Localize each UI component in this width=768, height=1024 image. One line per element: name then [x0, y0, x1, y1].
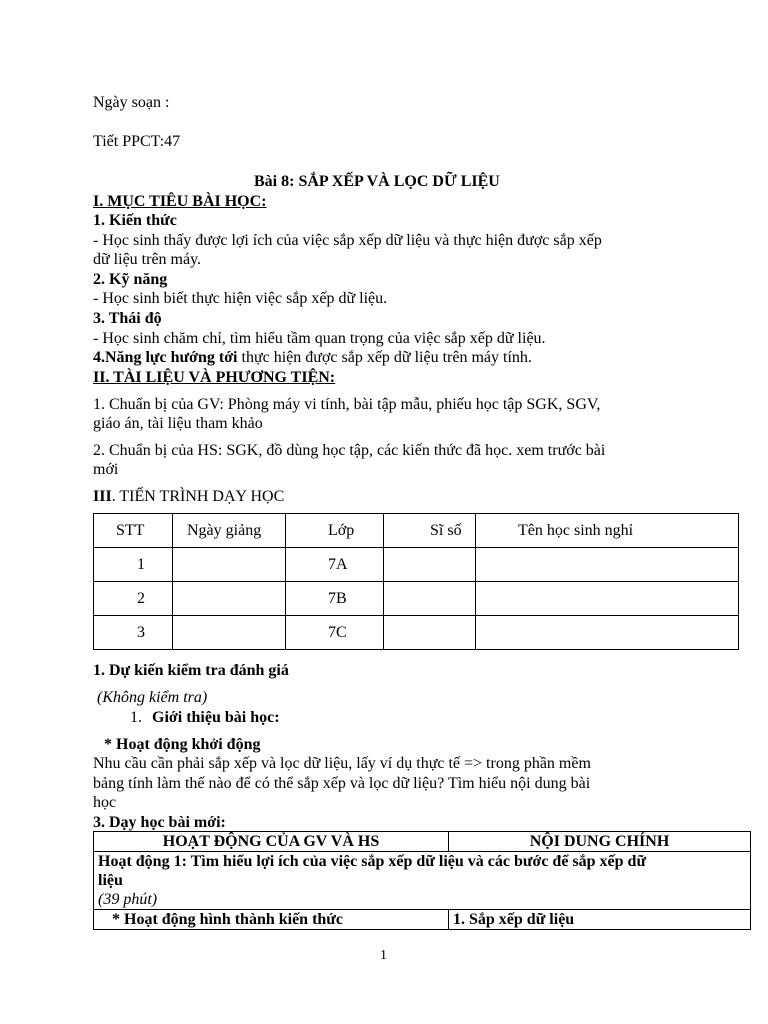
cell-ngay-giang [173, 616, 286, 650]
table-row [94, 548, 739, 582]
section3-heading-num: III [93, 488, 112, 505]
ky-nang-text: - Học sinh biết thực hiện việc sắp xếp dữ liệu. [93, 290, 388, 307]
cell-si-so [384, 548, 476, 582]
header-hoat-dong: HOẠT ĐỘNG CỦA GV VÀ HS [94, 832, 449, 852]
cell-lop: 7C [286, 616, 384, 650]
header-lop: Lớp [286, 514, 384, 548]
cell-stt: 2 [94, 582, 173, 616]
cell-ngay-giang [173, 582, 286, 616]
section1-heading: I. MỤC TIÊU BÀI HỌC: [93, 193, 267, 210]
kien-thuc-title: 1. Kiến thức [93, 212, 177, 229]
ky-nang-title: 2. Kỹ năng [93, 271, 168, 288]
cell-si-so [384, 616, 476, 650]
table-row [94, 616, 739, 650]
activity-table [93, 831, 751, 930]
section3-heading-text: . TIẾN TRÌNH DẠY HỌC [111, 488, 285, 505]
activity1-time: (39 phút) [98, 891, 158, 908]
activity-right-cell: 1. Sắp xếp dữ liệu [449, 910, 751, 930]
header-si-so: Sĩ số [384, 514, 476, 548]
section2-heading: II. TÀI LIỆU VÀ PHƯƠNG TIỆN: [93, 369, 336, 386]
section3-heading [93, 487, 284, 506]
intro-title: Giới thiệu bài học: [152, 709, 280, 726]
cell-lop: 7A [286, 548, 384, 582]
activity1-cell [94, 852, 751, 910]
kien-thuc-line2: dữ liệu trên máy. [93, 251, 202, 268]
gv-prep-line1: 1. Chuẩn bị của GV: Phòng máy vi tính, bài tập mẫu, phiếu học tập SGK, SGV, [93, 396, 601, 413]
hs-prep-line2: mới [93, 461, 119, 478]
assessment-title: 1. Dự kiến kiểm tra đánh giá [93, 662, 289, 679]
cell-ten-hoc-sinh-nghi [476, 582, 739, 616]
cell-stt: 1 [94, 548, 173, 582]
header-stt: STT [94, 514, 173, 548]
kien-thuc-line1: - Học sinh thấy được lợi ích của việc sắp xếp dữ liệu và thực hiện được sắp xếp [93, 232, 602, 249]
cell-lop: 7B [286, 582, 384, 616]
nang-luc-text: thực hiện được sắp xếp dữ liệu trên máy tính. [237, 349, 532, 366]
activity-content-row [94, 910, 751, 930]
lesson-title: Bài 8: SẮP XẾP VÀ LỌC DỮ LIỆU [254, 173, 500, 190]
header-noi-dung: NỘI DUNG CHÍNH [449, 832, 751, 852]
nang-luc-line [93, 348, 532, 367]
table-header-row [94, 514, 739, 548]
gv-prep-line2: giáo án, tài liệu tham khảo [93, 415, 263, 432]
thai-do-title: 3. Thái độ [93, 310, 162, 327]
table-row [94, 582, 739, 616]
cell-ngay-giang [173, 548, 286, 582]
activity-left-cell: * Hoạt động hình thành kiến thức [94, 910, 449, 930]
hs-prep-line1: 2. Chuẩn bị của HS: SGK, đồ dùng học tập, các kiến thức đã học. xem trước bài [93, 442, 606, 459]
ngay-soan: Ngày soạn : [93, 94, 170, 111]
activity-header-row [94, 832, 751, 852]
cell-ten-hoc-sinh-nghi [476, 616, 739, 650]
assessment-note: (Không kiểm tra) [97, 689, 208, 706]
warmup-line2: bảng tính làm thế nào để có thể sắp xếp và lọc dữ liệu? Tìm hiểu nội dung bài [93, 775, 591, 792]
header-ngay-giang: Ngày giảng [173, 514, 286, 548]
warmup-line3: học [93, 794, 117, 811]
cell-ten-hoc-sinh-nghi [476, 548, 739, 582]
new-lesson-title: 3. Dạy học bài mới: [93, 814, 226, 831]
intro-line [130, 708, 280, 727]
tiet-ppct: Tiết PPCT:47 [93, 133, 181, 150]
class-table [93, 513, 739, 650]
activity1-title-line1: Hoạt động 1: Tìm hiểu lợi ích của việc sắp xếp dữ liệu và các bước để sắp xếp dữ [98, 853, 647, 870]
activity1-row [94, 852, 751, 910]
warmup-title: * Hoạt động khởi động [104, 736, 261, 753]
cell-stt: 3 [94, 616, 173, 650]
cell-si-so [384, 582, 476, 616]
page-number: 1 [380, 948, 387, 963]
nang-luc-title: 4.Năng lực hướng tới [93, 349, 238, 366]
activity1-title-line2: liệu [98, 872, 123, 889]
warmup-line1: Nhu cầu cần phải sắp xếp và lọc dữ liệu, lấy ví dụ thực tế => trong phần mềm [93, 755, 591, 772]
header-ten-hoc-sinh-nghi: Tên học sinh nghỉ [476, 514, 739, 548]
thai-do-text: - Học sinh chăm chỉ, tìm hiểu tầm quan trọng của việc sắp xếp dữ liệu. [93, 330, 546, 347]
intro-number: 1. [130, 709, 142, 726]
